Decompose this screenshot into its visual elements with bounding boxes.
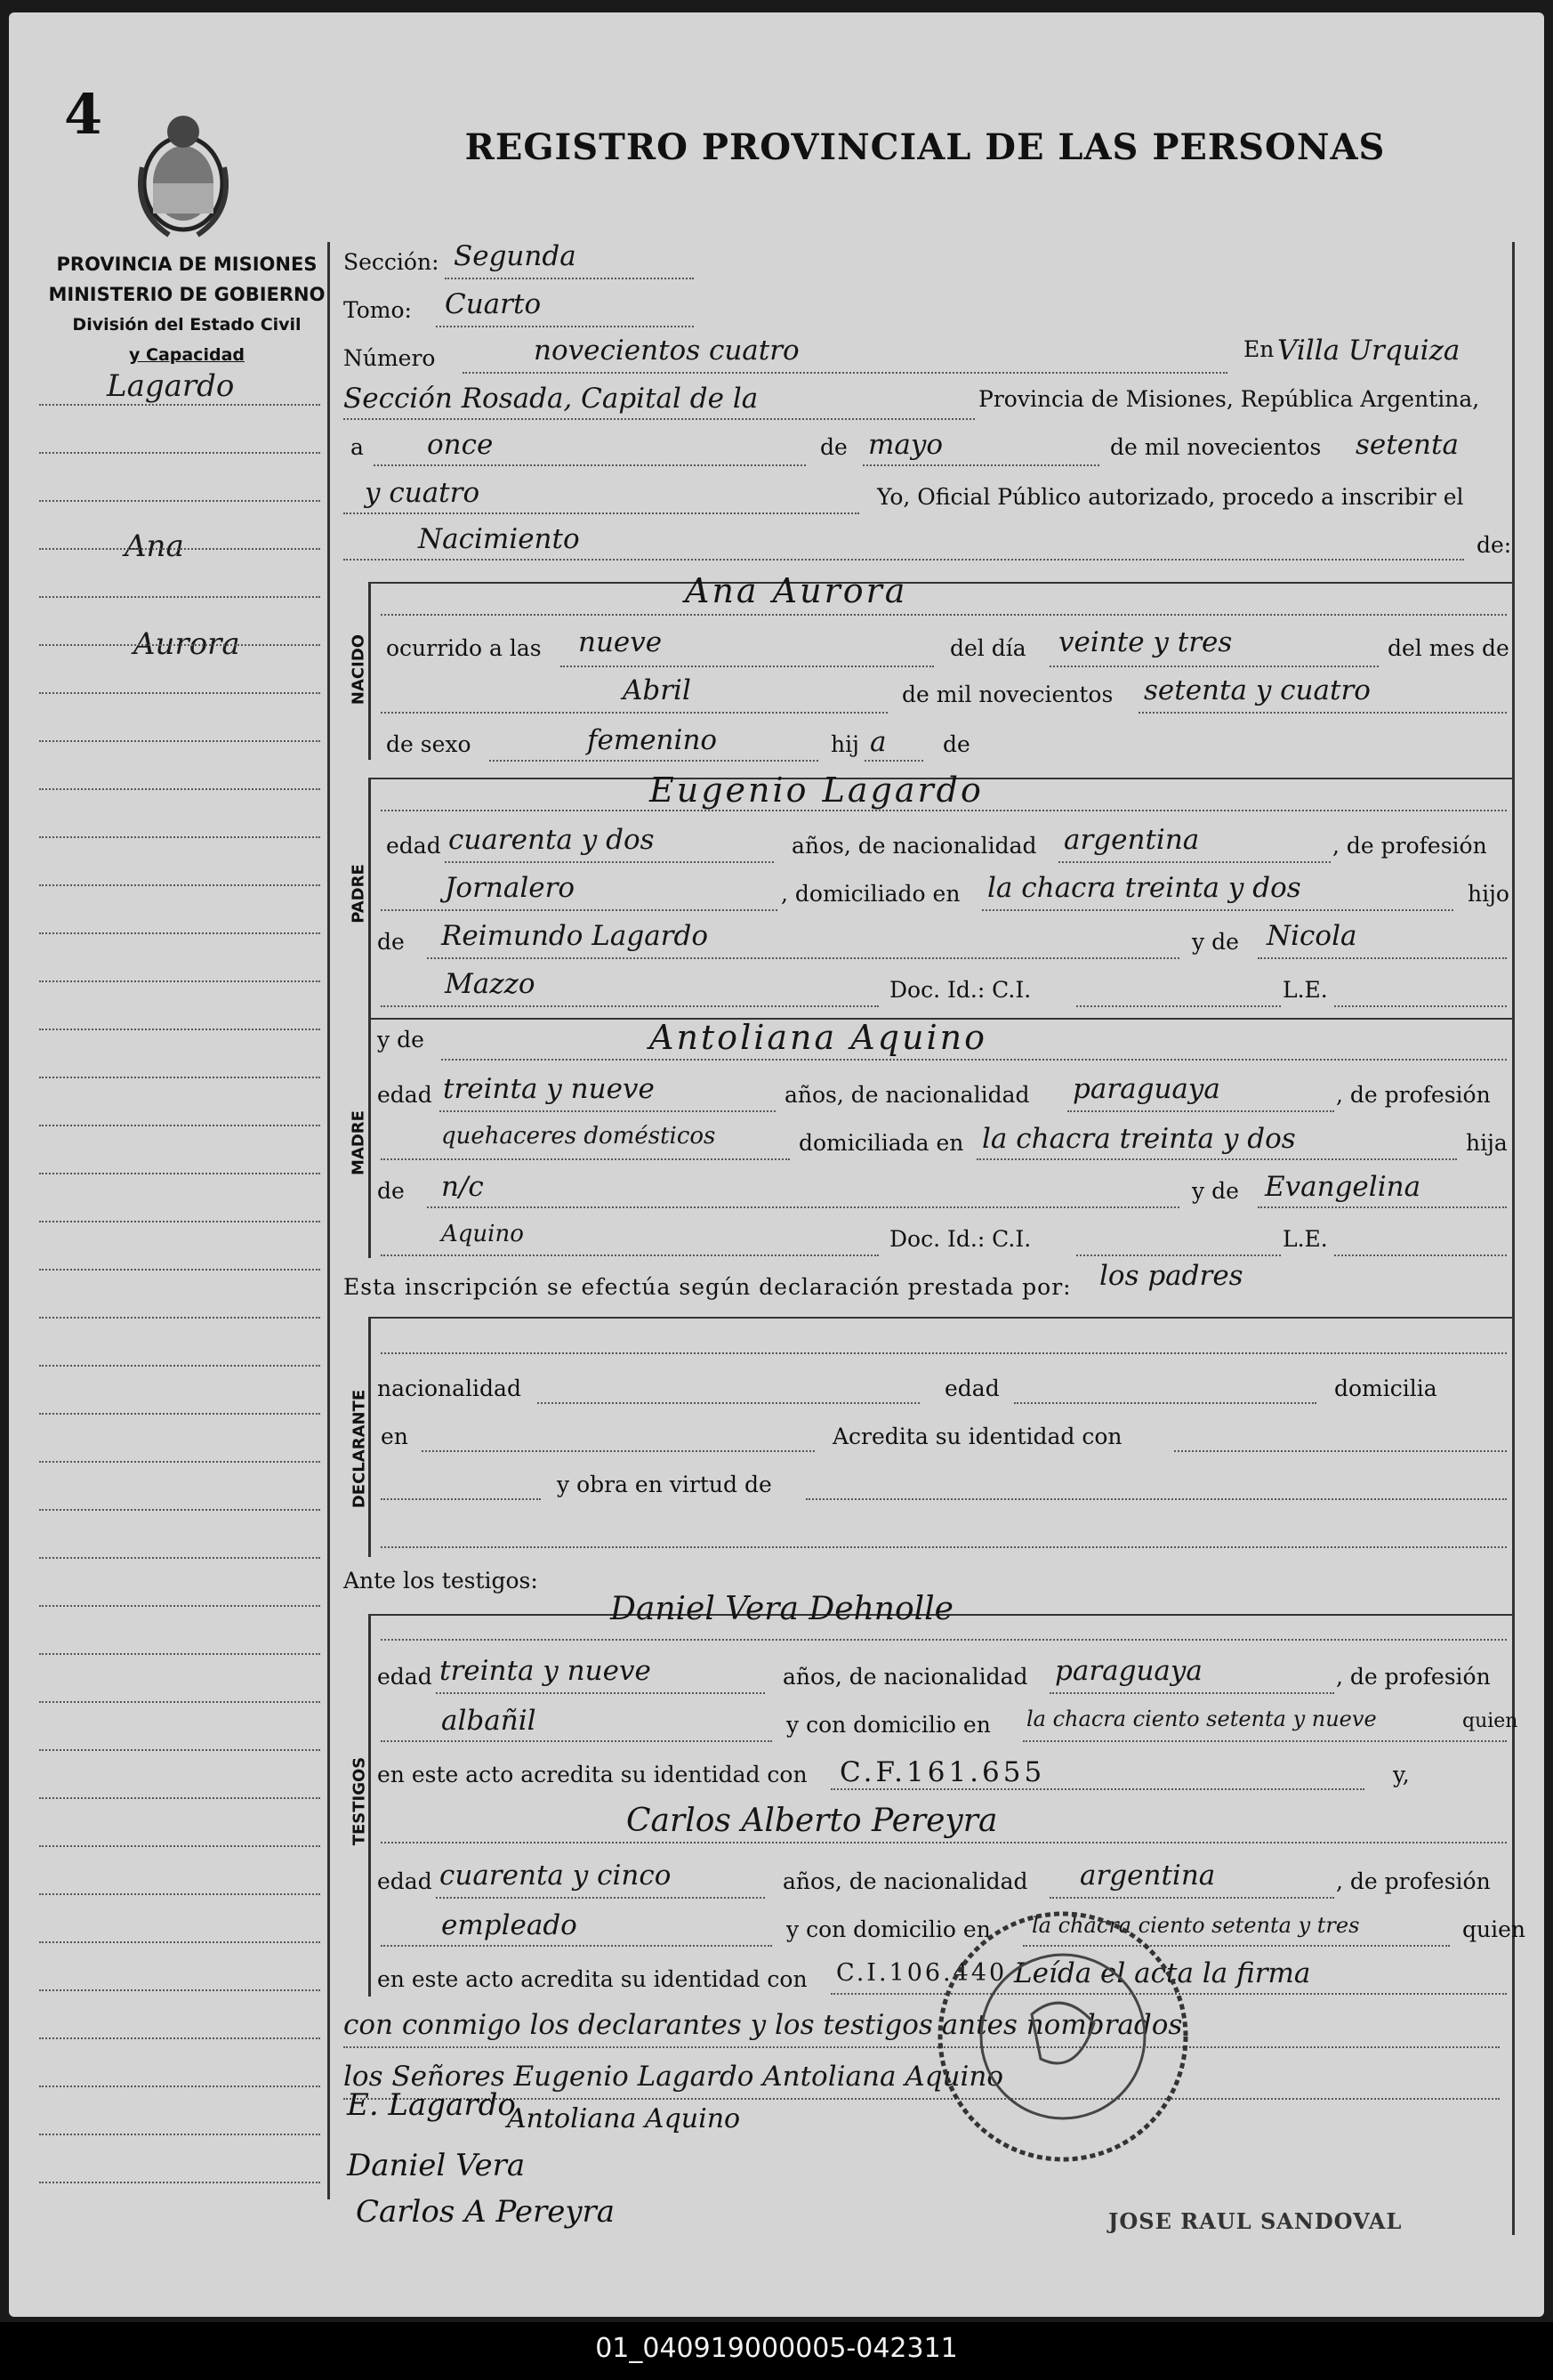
padre-de-label: de [377, 929, 405, 955]
padre-domiciliado-label: , domiciliado en [781, 881, 961, 907]
father-age: cuarenta y dos [448, 824, 655, 856]
witness2-address: la chacra ciento setenta y tres [1032, 1913, 1360, 1938]
madre-de-label: de [377, 1178, 405, 1204]
hij-de-label: de [943, 731, 970, 757]
signature-witness2: Carlos A Pereyra [356, 2194, 616, 2230]
margin-ruled-line [39, 932, 320, 934]
dotted-rule [1076, 1005, 1281, 1007]
hija-label: hija [1466, 1130, 1508, 1156]
dotted-rule [381, 1158, 790, 1160]
margin-ruled-line [39, 1557, 320, 1559]
padre-bracket [368, 778, 371, 1018]
witness2-id: C.I.106.440 [836, 1959, 1008, 1987]
margin-ruled-line [39, 2037, 320, 2039]
dotted-rule [427, 1206, 1179, 1208]
closing-line-3: los Señores Eugenio Lagardo Antoliana Aquino [343, 2061, 1004, 2093]
dotted-rule [537, 1402, 920, 1404]
dotted-rule [1139, 712, 1507, 714]
maternal-grandfather: n/c [441, 1171, 484, 1203]
margin-ruled-line [39, 596, 320, 598]
dotted-rule [489, 760, 818, 762]
acto-value: Nacimiento [418, 523, 580, 555]
margin-ruled-line [39, 452, 320, 454]
dotted-rule [1334, 1255, 1507, 1256]
nacido-section-label: NACIDO [349, 633, 368, 706]
dotted-rule [463, 372, 1227, 374]
margin-ruled-line [39, 836, 320, 838]
w1-acredita-label: en este acto acredita su identidad con [377, 1762, 808, 1787]
ocurrido-label: ocurrido a las [386, 635, 542, 661]
father-address: la chacra treinta y dos [987, 872, 1301, 904]
margin-ruled-line [39, 1749, 320, 1751]
closing-line-2: con conmigo los declarantes y los testigos antes nombrados [343, 2009, 1183, 2041]
declarante-obra-label: y obra en virtud de [557, 1472, 772, 1497]
dotted-rule [381, 1842, 1507, 1843]
margin-divider [327, 242, 330, 2199]
margin-ruled-line [39, 1893, 320, 1895]
registry-page [9, 12, 1544, 2317]
dotted-rule [445, 861, 774, 863]
w1-nacionalidad-label: años, de nacionalidad [783, 1664, 1028, 1690]
declarante-section-label: DECLARANTE [350, 1389, 369, 1509]
sex-value: femenino [587, 724, 718, 756]
dotted-rule [436, 1692, 765, 1694]
mother-address: la chacra treinta y dos [982, 1123, 1296, 1155]
hij-label: hij [831, 731, 859, 757]
provincia-text: Provincia de Misiones, República Argentina, [978, 386, 1480, 412]
birth-hour: nueve [578, 626, 663, 658]
margin-first-name: Ana [125, 528, 184, 564]
dotted-rule [1076, 1255, 1281, 1256]
witness2-name: Carlos Alberto Pereyra [626, 1803, 998, 1839]
margin-ruled-line [39, 2182, 320, 2183]
dotted-rule [381, 909, 777, 911]
declarante-nacionalidad-label: nacionalidad [377, 1376, 521, 1401]
dotted-rule [1258, 957, 1507, 959]
child-name: Ana Aurora [685, 571, 908, 610]
official-name-stamp: JOSE RAUL SANDOVAL [1108, 2208, 1403, 2234]
margin-surname: Lagardo [107, 368, 235, 404]
dotted-rule [1174, 1450, 1507, 1452]
dotted-rule [381, 1255, 879, 1256]
dotted-rule [381, 614, 1507, 616]
section-divider [368, 1317, 1512, 1319]
margin-ruled-line [39, 1125, 320, 1126]
witness1-name: Daniel Vera Dehnolle [610, 1591, 954, 1627]
dotted-rule [1067, 1110, 1334, 1112]
de-colon-label: de: [1477, 532, 1512, 558]
dotted-rule [982, 909, 1453, 911]
dotted-rule [381, 712, 888, 714]
w1-edad-label: edad [377, 1664, 432, 1690]
dotted-rule [343, 559, 1464, 561]
birth-day: veinte y tres [1058, 626, 1233, 658]
dotted-rule [343, 512, 859, 514]
margin-ruled-line [39, 1989, 320, 1991]
dotted-rule [831, 1788, 1364, 1790]
argentina-coat-of-arms-icon [133, 105, 233, 238]
dotted-rule [560, 666, 934, 667]
maternal-grandmother: Evangelina [1265, 1171, 1421, 1203]
madre-edad-label: edad [377, 1082, 432, 1108]
mother-age: treinta y nueve [443, 1073, 655, 1105]
dotted-rule [381, 810, 1507, 811]
dotted-rule [381, 1005, 879, 1007]
del-mes-label: del mes de [1388, 635, 1509, 661]
madre-doc-label: Doc. Id.: C.I. [889, 1226, 1032, 1252]
witness2-age: cuarenta y cinco [439, 1860, 672, 1892]
birth-year: setenta y cuatro [1144, 674, 1371, 706]
declarante-en-label: en [381, 1424, 408, 1449]
declaracion-text: Esta inscripción se efectúa según declaración prestada por: [343, 1274, 1072, 1300]
padre-doc-label: Doc. Id.: C.I. [889, 977, 1032, 1003]
dotted-rule [343, 418, 975, 420]
declared-by: los padres [1099, 1260, 1243, 1292]
madre-y-de-label-2: y de [1192, 1178, 1239, 1204]
dotted-rule [343, 2046, 1500, 2048]
place-continued: Sección Rosada, Capital de la [343, 383, 759, 415]
maternal-grandmother-surname: Aquino [441, 1221, 524, 1247]
dotted-rule [381, 1945, 772, 1947]
del-dia-label: del día [950, 635, 1026, 661]
dotted-rule [436, 326, 694, 327]
witness2-profession: empleado [441, 1909, 577, 1941]
tomo-value: Cuarto [445, 288, 542, 320]
seccion-value: Segunda [454, 240, 576, 272]
margin-ruled-line [39, 1845, 320, 1847]
declarante-edad-label: edad [945, 1376, 1000, 1401]
w2-edad-label: edad [377, 1868, 432, 1894]
margin-ruled-line [39, 644, 320, 646]
dotted-rule [1334, 1005, 1507, 1007]
dotted-rule [381, 1546, 1507, 1548]
dotted-rule [374, 464, 806, 466]
margin-ruled-line [39, 1605, 320, 1607]
witness1-address: la chacra ciento setenta y nueve [1026, 1706, 1377, 1731]
numero-label: Número [343, 345, 436, 371]
margin-ruled-line [39, 2134, 320, 2135]
w1-profesion-label: , de profesión [1336, 1664, 1491, 1690]
dotted-rule [863, 464, 1099, 466]
dotted-rule [1050, 1692, 1334, 1694]
official-seal-icon [934, 1908, 1192, 2166]
dotted-rule [422, 1450, 815, 1452]
y-label: y, [1393, 1762, 1410, 1787]
w2-nacionalidad-label: años, de nacionalidad [783, 1868, 1028, 1894]
w2-acredita-label: en este acto acredita su identidad con [377, 1966, 808, 1992]
dotted-rule [1050, 1897, 1334, 1899]
signature-father: E. Lagardo [347, 2087, 516, 2123]
document-title: REGISTRO PROVINCIAL DE LAS PERSONAS [464, 126, 1386, 168]
capacity-label: y Capacidad [129, 345, 245, 365]
hijo-label: hijo [1468, 881, 1509, 907]
margin-ruled-line [39, 1413, 320, 1415]
declarante-acredita-label: Acredita su identidad con [833, 1424, 1123, 1449]
dotted-rule [343, 2098, 1500, 2100]
madre-bracket [368, 1018, 371, 1258]
madre-profesion-label: , de profesión [1336, 1082, 1491, 1108]
dotted-rule [1058, 861, 1331, 863]
w2-profesion-label: , de profesión [1336, 1868, 1491, 1894]
tomo-label: Tomo: [343, 297, 412, 323]
testigos-section-label: TESTIGOS [350, 1756, 369, 1846]
margin-ruled-line [39, 1509, 320, 1511]
margin-ruled-line [39, 1029, 320, 1030]
madre-le-label: L.E. [1283, 1226, 1328, 1252]
dotted-rule [441, 1059, 1507, 1061]
madre-domiciliada-label: domiciliada en [799, 1130, 964, 1156]
margin-ruled-line [39, 980, 320, 982]
paternal-grandfather: Reimundo Lagardo [441, 920, 709, 952]
witness1-age: treinta y nueve [439, 1655, 651, 1687]
dotted-rule [865, 760, 923, 762]
margin-ruled-line [39, 500, 320, 502]
madre-nacionalidad-label: años, de nacionalidad [785, 1082, 1030, 1108]
mother-name: Antoliana Aquino [649, 1018, 987, 1057]
margin-ruled-line [39, 1941, 320, 1943]
margin-ruled-line [39, 1701, 320, 1703]
day-value: once [427, 429, 494, 461]
margin-ruled-line [39, 1269, 320, 1271]
birth-month: Abril [623, 674, 691, 706]
dotted-rule [439, 1110, 776, 1112]
dotted-rule [445, 278, 694, 279]
place-value: Villa Urquiza [1277, 335, 1460, 367]
father-name: Eugenio Lagardo [649, 770, 984, 810]
w1-quien-label: quien [1462, 1710, 1518, 1732]
issuing-office [36, 249, 338, 370]
margin-ruled-line [39, 1173, 320, 1174]
margin-ruled-line [39, 1797, 320, 1799]
image-id-label: 01_040919000005-042311 [595, 2333, 958, 2364]
madre-y-de-label: y de [377, 1027, 424, 1053]
month-value: mayo [868, 429, 944, 461]
father-profession: Jornalero [445, 872, 575, 904]
mother-profession: quehaceres domésticos [441, 1123, 716, 1150]
year-value-continued: y cuatro [365, 477, 480, 509]
seccion-label: Sección: [343, 249, 439, 275]
margin-ruled-line [39, 740, 320, 742]
padre-profesion-label: , de profesión [1332, 833, 1487, 859]
father-nationality: argentina [1064, 824, 1200, 856]
margin-ruled-line [39, 1653, 320, 1655]
madre-section-label: MADRE [349, 1110, 368, 1175]
margin-ruled-line [39, 692, 320, 694]
ministry-label: MINISTERIO DE GOBIERNO [48, 284, 326, 305]
paternal-grandmother: Nicola [1267, 920, 1357, 952]
en-label: En [1243, 336, 1275, 362]
de-label: de [820, 434, 848, 460]
padre-section-label: PADRE [349, 864, 368, 924]
witness1-profession: albañil [441, 1705, 536, 1737]
dotted-rule [381, 1352, 1507, 1354]
mil-novecientos-label: de mil novecientos [1110, 434, 1322, 460]
dotted-rule [1023, 1740, 1507, 1742]
margin-ruled-line [39, 404, 320, 406]
province-label: PROVINCIA DE MISIONES [56, 254, 318, 275]
w2-quien-label: quien [1462, 1916, 1525, 1942]
margin-ruled-line [39, 1317, 320, 1319]
margin-ruled-line [39, 1365, 320, 1367]
nacido-bracket [368, 582, 371, 760]
page-number: 4 [64, 82, 103, 147]
signature-mother: Antoliana Aquino [507, 2103, 741, 2134]
hij-suffix: a [870, 726, 887, 758]
margin-ruled-line [39, 1077, 320, 1078]
closing-line-1: Leída el acta la firma [1014, 1957, 1311, 1989]
declarante-domicilio-label: domicilia [1334, 1376, 1437, 1401]
numero-value: novecientos cuatro [534, 335, 800, 367]
signature-witness1: Daniel Vera [347, 2148, 526, 2183]
paternal-grandmother-surname: Mazzo [445, 968, 535, 1000]
sexo-label: de sexo [386, 731, 471, 757]
dotted-rule [806, 1498, 1507, 1500]
dotted-rule [1050, 666, 1379, 667]
padre-le-label: L.E. [1283, 977, 1328, 1003]
margin-ruled-line [39, 1221, 320, 1222]
dotted-rule [381, 1740, 772, 1742]
oficial-text: Yo, Oficial Público autorizado, procedo a inscribir el [877, 484, 1464, 510]
dotted-rule [381, 1498, 541, 1500]
w1-domicilio-label: y con domicilio en [786, 1712, 991, 1738]
margin-second-name: Aurora [133, 626, 240, 662]
mother-nationality: paraguaya [1073, 1073, 1220, 1105]
birth-mil-label: de mil novecientos [902, 682, 1114, 707]
a-label: a [350, 434, 364, 460]
margin-ruled-line [39, 1461, 320, 1463]
margin-ruled-line [39, 548, 320, 550]
dotted-rule [1014, 1402, 1316, 1404]
witness1-nationality: paraguaya [1055, 1655, 1203, 1687]
testigos-intro: Ante los testigos: [343, 1568, 538, 1593]
dotted-rule [381, 1639, 1507, 1641]
year-value: setenta [1356, 429, 1459, 461]
dotted-rule [977, 1158, 1457, 1160]
padre-nacionalidad-label: años, de nacionalidad [792, 833, 1037, 859]
witness1-id: C.F.161.655 [840, 1756, 1046, 1788]
division-label: División del Estado Civil [72, 315, 302, 335]
margin-ruled-line [39, 788, 320, 790]
dotted-rule [436, 1897, 765, 1899]
padre-edad-label: edad [386, 833, 441, 859]
dotted-rule [1258, 1206, 1507, 1208]
margin-ruled-line [39, 884, 320, 886]
dotted-rule [427, 957, 1179, 959]
margin-ruled-line [39, 2086, 320, 2087]
w2-domicilio-label: y con domicilio en [786, 1916, 991, 1942]
padre-y-de-label: y de [1192, 929, 1239, 955]
witness2-nationality: argentina [1080, 1860, 1216, 1892]
section-divider [368, 582, 1512, 584]
